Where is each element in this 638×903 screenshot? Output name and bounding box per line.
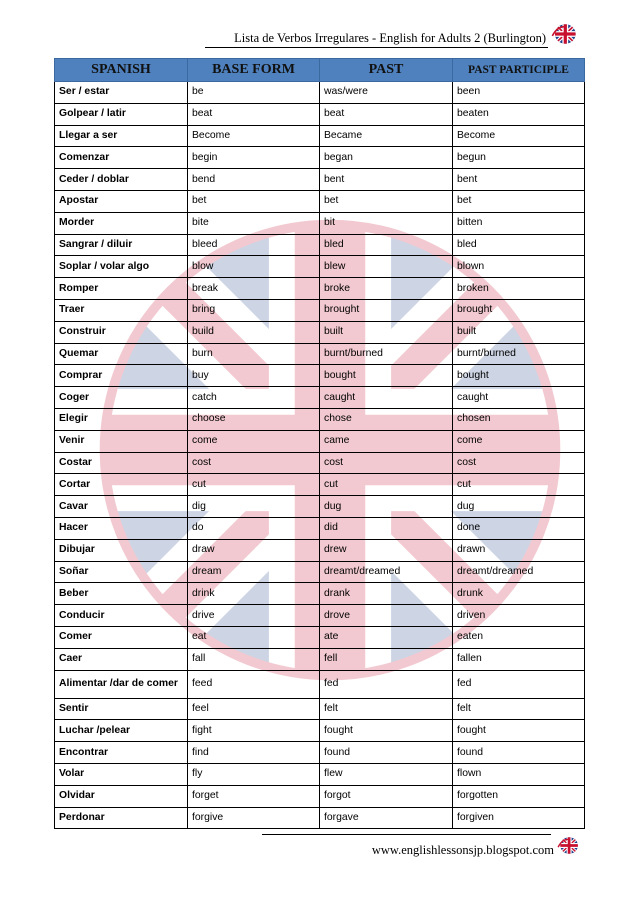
- irregular-verbs-table: [54, 58, 585, 829]
- past-cell: fed: [320, 670, 453, 698]
- base-form-cell: feed: [188, 670, 320, 698]
- past-cell: cost: [320, 452, 453, 474]
- base-form-cell: dig: [188, 496, 320, 518]
- base-form-cell: blow: [188, 256, 320, 278]
- past-cell: beat: [320, 103, 453, 125]
- spanish-cell: Dibujar: [55, 539, 188, 561]
- past-participle-cell: brought: [453, 299, 585, 321]
- base-form-cell: drive: [188, 605, 320, 627]
- table-row: [55, 742, 585, 764]
- table-row: [55, 278, 585, 300]
- table-row: [55, 169, 585, 191]
- table-row: [55, 387, 585, 409]
- base-form-cell: burn: [188, 343, 320, 365]
- column-header-spanish: SPANISH: [55, 59, 188, 82]
- spanish-cell: Coger: [55, 387, 188, 409]
- past-participle-cell: fed: [453, 670, 585, 698]
- past-cell: forgave: [320, 807, 453, 829]
- spanish-cell: Romper: [55, 278, 188, 300]
- base-form-cell: fly: [188, 763, 320, 785]
- past-participle-cell: bitten: [453, 212, 585, 234]
- column-header-base-form: BASE FORM: [188, 59, 320, 82]
- table-row: [55, 147, 585, 169]
- spanish-cell: Ceder / doblar: [55, 169, 188, 191]
- past-cell: drew: [320, 539, 453, 561]
- base-form-cell: be: [188, 82, 320, 104]
- table-row: [55, 103, 585, 125]
- header-title: Lista de Verbos Irregulares - English for Adults 2 (Burlington): [234, 31, 546, 45]
- table-row: [55, 807, 585, 829]
- page-header: [205, 27, 548, 48]
- spanish-cell: Costar: [55, 452, 188, 474]
- spanish-cell: Golpear / latir: [55, 103, 188, 125]
- past-cell: drove: [320, 605, 453, 627]
- footer-flag-logo-icon: [557, 836, 579, 855]
- base-form-cell: bring: [188, 299, 320, 321]
- spanish-cell: Hacer: [55, 517, 188, 539]
- past-participle-cell: dug: [453, 496, 585, 518]
- past-participle-cell: flown: [453, 763, 585, 785]
- table-row: [55, 670, 585, 698]
- table-row: [55, 430, 585, 452]
- past-participle-cell: fallen: [453, 648, 585, 670]
- past-cell: blew: [320, 256, 453, 278]
- base-form-cell: dream: [188, 561, 320, 583]
- past-cell: bit: [320, 212, 453, 234]
- spanish-cell: Comenzar: [55, 147, 188, 169]
- spanish-cell: Perdonar: [55, 807, 188, 829]
- table-row: [55, 452, 585, 474]
- base-form-cell: build: [188, 321, 320, 343]
- past-participle-cell: driven: [453, 605, 585, 627]
- spanish-cell: Quemar: [55, 343, 188, 365]
- table-row: [55, 408, 585, 430]
- past-participle-cell: caught: [453, 387, 585, 409]
- spanish-cell: Construir: [55, 321, 188, 343]
- base-form-cell: choose: [188, 408, 320, 430]
- base-form-cell: bend: [188, 169, 320, 191]
- past-participle-cell: beaten: [453, 103, 585, 125]
- past-participle-cell: bent: [453, 169, 585, 191]
- spanish-cell: Cortar: [55, 474, 188, 496]
- table-row: [55, 583, 585, 605]
- base-form-cell: find: [188, 742, 320, 764]
- past-participle-cell: bought: [453, 365, 585, 387]
- spanish-cell: Morder: [55, 212, 188, 234]
- past-cell: chose: [320, 408, 453, 430]
- table-header-row: [55, 59, 585, 82]
- table-body: [55, 82, 585, 829]
- past-participle-cell: broken: [453, 278, 585, 300]
- table-row: [55, 256, 585, 278]
- past-cell: found: [320, 742, 453, 764]
- past-cell: bet: [320, 190, 453, 212]
- spanish-cell: Luchar /pelear: [55, 720, 188, 742]
- past-participle-cell: fought: [453, 720, 585, 742]
- base-form-cell: buy: [188, 365, 320, 387]
- past-participle-cell: found: [453, 742, 585, 764]
- past-participle-cell: cut: [453, 474, 585, 496]
- column-header-past-participle: PAST PARTICIPLE: [453, 59, 585, 82]
- past-cell: dreamt/dreamed: [320, 561, 453, 583]
- past-cell: bent: [320, 169, 453, 191]
- base-form-cell: eat: [188, 626, 320, 648]
- spanish-cell: Encontrar: [55, 742, 188, 764]
- table-row: [55, 365, 585, 387]
- table-row: [55, 648, 585, 670]
- past-participle-cell: drunk: [453, 583, 585, 605]
- past-cell: built: [320, 321, 453, 343]
- spanish-cell: Cavar: [55, 496, 188, 518]
- past-participle-cell: built: [453, 321, 585, 343]
- spanish-cell: Conducir: [55, 605, 188, 627]
- base-form-cell: forgive: [188, 807, 320, 829]
- table-row: [55, 539, 585, 561]
- past-participle-cell: been: [453, 82, 585, 104]
- base-form-cell: draw: [188, 539, 320, 561]
- past-participle-cell: blown: [453, 256, 585, 278]
- spanish-cell: Soplar / volar algo: [55, 256, 188, 278]
- past-cell: broke: [320, 278, 453, 300]
- spanish-cell: Alimentar /dar de comer: [55, 670, 188, 698]
- past-cell: bought: [320, 365, 453, 387]
- footer-url: www.englishlessonsjp.blogspot.com: [371, 843, 554, 857]
- spanish-cell: Elegir: [55, 408, 188, 430]
- table-row: [55, 763, 585, 785]
- base-form-cell: begin: [188, 147, 320, 169]
- past-cell: fought: [320, 720, 453, 742]
- table-row: [55, 474, 585, 496]
- past-cell: did: [320, 517, 453, 539]
- past-participle-cell: done: [453, 517, 585, 539]
- table-row: [55, 190, 585, 212]
- base-form-cell: beat: [188, 103, 320, 125]
- past-participle-cell: Become: [453, 125, 585, 147]
- table-row: [55, 720, 585, 742]
- header-flag-logo-icon: [551, 23, 577, 45]
- past-cell: ate: [320, 626, 453, 648]
- past-cell: brought: [320, 299, 453, 321]
- table-row: [55, 785, 585, 807]
- spanish-cell: Beber: [55, 583, 188, 605]
- past-participle-cell: begun: [453, 147, 585, 169]
- base-form-cell: drink: [188, 583, 320, 605]
- past-cell: caught: [320, 387, 453, 409]
- past-cell: dug: [320, 496, 453, 518]
- base-form-cell: do: [188, 517, 320, 539]
- spanish-cell: Caer: [55, 648, 188, 670]
- table-row: [55, 125, 585, 147]
- past-participle-cell: forgotten: [453, 785, 585, 807]
- table-row: [55, 517, 585, 539]
- base-form-cell: bet: [188, 190, 320, 212]
- spanish-cell: Sentir: [55, 698, 188, 720]
- spanish-cell: Olvidar: [55, 785, 188, 807]
- past-participle-cell: cost: [453, 452, 585, 474]
- past-cell: cut: [320, 474, 453, 496]
- base-form-cell: cut: [188, 474, 320, 496]
- spanish-cell: Traer: [55, 299, 188, 321]
- past-cell: was/were: [320, 82, 453, 104]
- past-cell: felt: [320, 698, 453, 720]
- base-form-cell: bleed: [188, 234, 320, 256]
- table-row: [55, 343, 585, 365]
- past-participle-cell: chosen: [453, 408, 585, 430]
- past-cell: Became: [320, 125, 453, 147]
- past-participle-cell: bet: [453, 190, 585, 212]
- base-form-cell: catch: [188, 387, 320, 409]
- past-cell: forgot: [320, 785, 453, 807]
- table-row: [55, 212, 585, 234]
- spanish-cell: Soñar: [55, 561, 188, 583]
- past-cell: bled: [320, 234, 453, 256]
- spanish-cell: Llegar a ser: [55, 125, 188, 147]
- past-cell: drank: [320, 583, 453, 605]
- table-row: [55, 561, 585, 583]
- base-form-cell: forget: [188, 785, 320, 807]
- base-form-cell: feel: [188, 698, 320, 720]
- table-row: [55, 82, 585, 104]
- spanish-cell: Sangrar / diluir: [55, 234, 188, 256]
- spanish-cell: Ser / estar: [55, 82, 188, 104]
- past-participle-cell: forgiven: [453, 807, 585, 829]
- spanish-cell: Venir: [55, 430, 188, 452]
- base-form-cell: bite: [188, 212, 320, 234]
- past-cell: came: [320, 430, 453, 452]
- past-participle-cell: come: [453, 430, 585, 452]
- spanish-cell: Apostar: [55, 190, 188, 212]
- table-row: [55, 496, 585, 518]
- past-participle-cell: burnt/burned: [453, 343, 585, 365]
- past-cell: flew: [320, 763, 453, 785]
- table-row: [55, 321, 585, 343]
- base-form-cell: Become: [188, 125, 320, 147]
- spanish-cell: Volar: [55, 763, 188, 785]
- table-row: [55, 698, 585, 720]
- past-cell: burnt/burned: [320, 343, 453, 365]
- past-cell: began: [320, 147, 453, 169]
- spanish-cell: Comprar: [55, 365, 188, 387]
- base-form-cell: fall: [188, 648, 320, 670]
- past-participle-cell: eaten: [453, 626, 585, 648]
- past-cell: fell: [320, 648, 453, 670]
- base-form-cell: cost: [188, 452, 320, 474]
- table-row: [55, 626, 585, 648]
- past-participle-cell: drawn: [453, 539, 585, 561]
- footer-divider: [262, 834, 551, 835]
- past-participle-cell: dreamt/dreamed: [453, 561, 585, 583]
- table-row: [55, 299, 585, 321]
- table-row: [55, 605, 585, 627]
- past-participle-cell: felt: [453, 698, 585, 720]
- base-form-cell: break: [188, 278, 320, 300]
- table-row: [55, 234, 585, 256]
- column-header-past: PAST: [320, 59, 453, 82]
- base-form-cell: come: [188, 430, 320, 452]
- base-form-cell: fight: [188, 720, 320, 742]
- past-participle-cell: bled: [453, 234, 585, 256]
- spanish-cell: Comer: [55, 626, 188, 648]
